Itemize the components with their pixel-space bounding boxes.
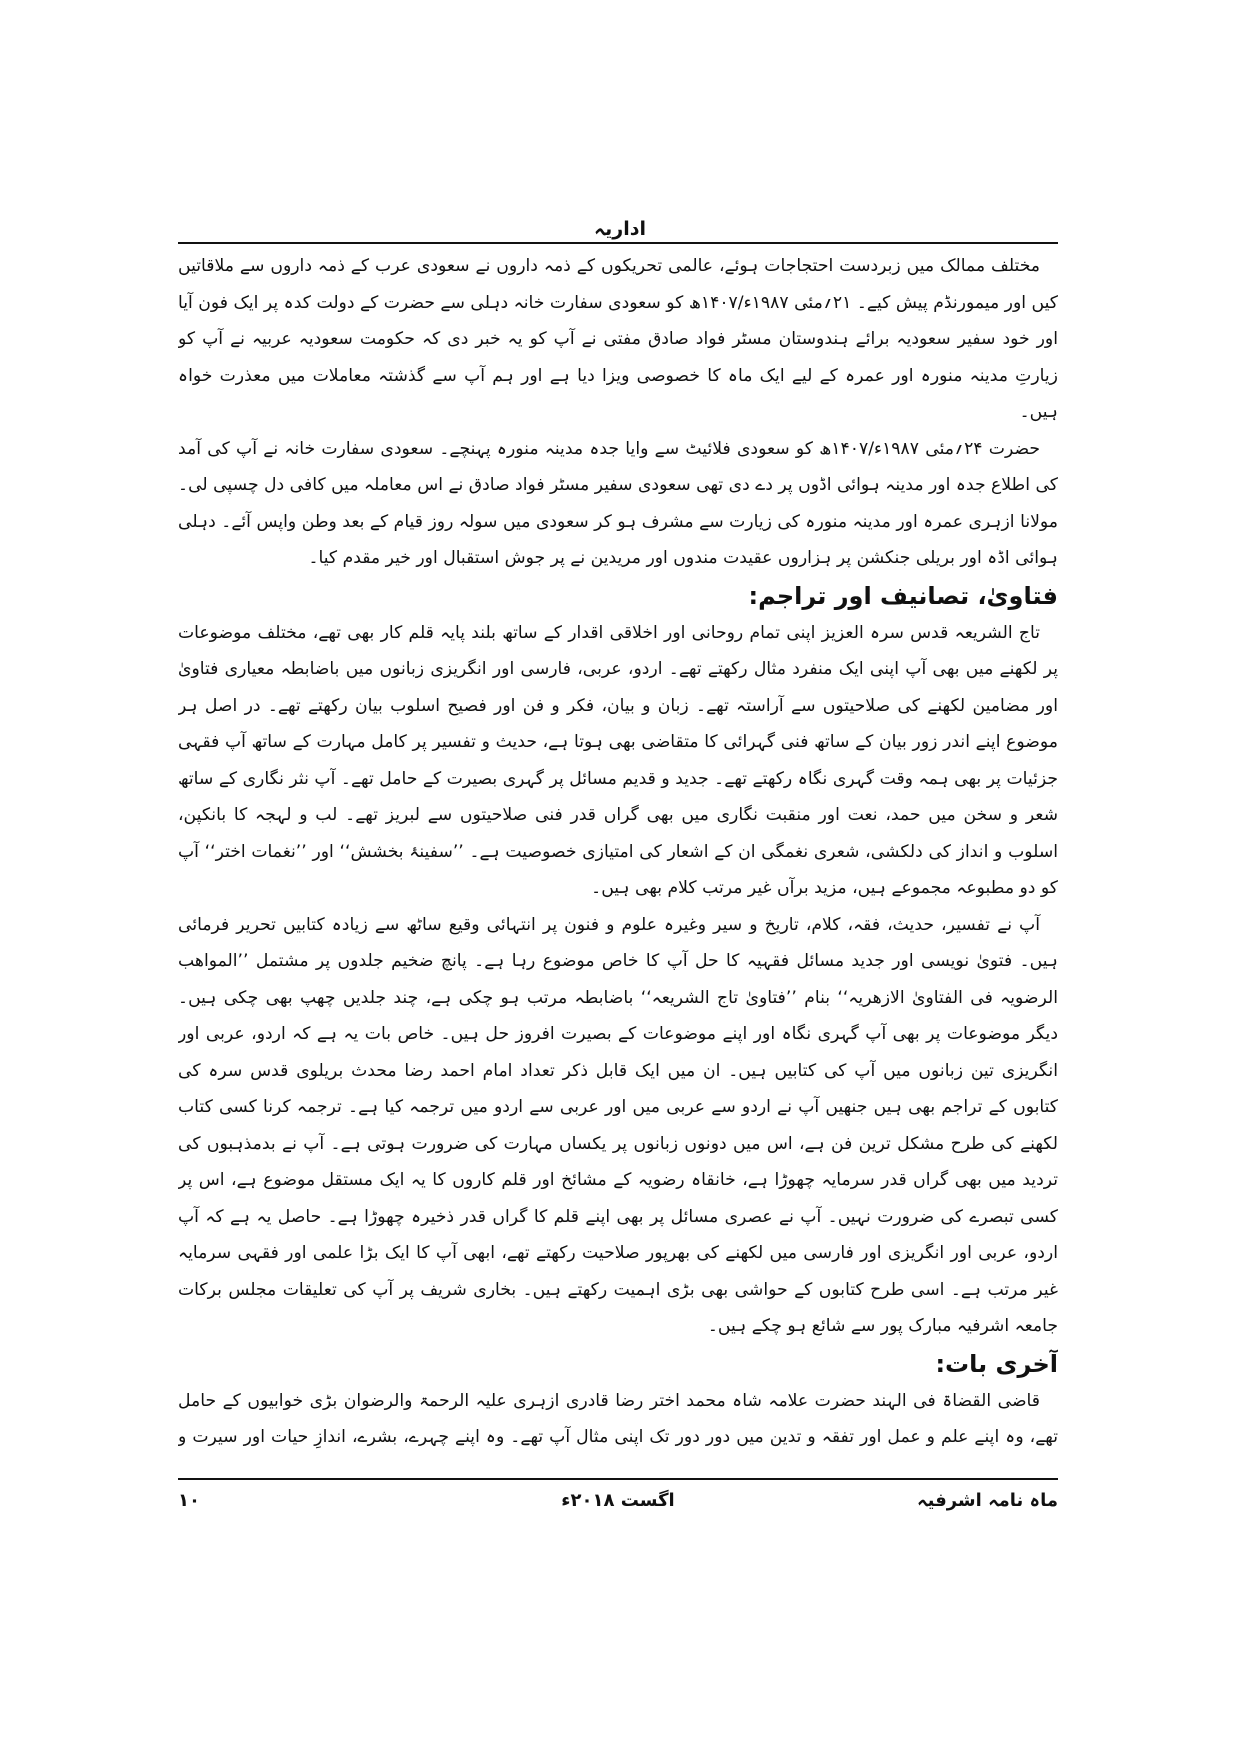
- section-heading: آخری بات:: [935, 1349, 1058, 1378]
- page-footer: [178, 1490, 1058, 1524]
- section-heading: فتاویٰ، تصانیف اور تراجم:: [748, 581, 1058, 610]
- paragraph: آپ نے تفسیر، حدیث، فقہ، کلام، تاریخ و سیر وغیرہ علوم و فنون پر انتہائی وقیع ساٹھ سے زیادہ کتابیں تحریر فرمائی ہیں۔ فتویٰ نویسی اور جدید مسائل فقہیہ کا حل آپ کا خاص موضوع رہا ہے۔ پانچ ضخیم جلدوں پر مشتمل ’’المواھب الرضویہ فی الفتاویٰ الازھریہ‘‘ بنام ’’فتاویٰ تاج الشریعہ‘‘ باضابطہ مرتب ہو چکی ہے، چند جلدیں چھپ بھی چکی ہیں۔ دیگر موضوعات پر بھی آپ گہری نگاہ اور اپنے موضوعات کے بصیرت افروز حل ہیں۔ خاص بات یہ ہے کہ اردو، عربی اور انگریزی تین زبانوں میں آپ کی کتابیں ہیں۔ ان میں ایک قابل ذکر تعداد امام احمد رضا محدث بریلوی قدس سرہ کی کتابوں کے تراجم بھی ہیں جنھیں آپ نے اردو سے عربی میں اور عربی سے اردو میں ترجمہ کیا ہے۔ ترجمہ کرنا کسی کتاب لکھنے کی طرح مشکل ترین فن ہے، اس میں دونوں زبانوں پر یکساں مہارت کی ضرورت ہوتی ہے۔ آپ نے بدمذہبوں کی تردید میں بھی گراں قدر سرمایہ چھوڑا ہے، خانقاہ رضویہ کے مشائخ اور قلم کاروں کا یہ ایک مستقل موضوع ہے، اس پر کسی تبصرے کی ضرورت نہیں۔ آپ نے عصری مسائل پر بھی اپنے قلم کا گراں قدر ذخیرہ چھوڑا ہے۔ حاصل یہ ہے کہ آپ اردو، عربی اور انگریزی اور فارسی میں لکھنے کی بھرپور صلاحیت رکھتے تھے، ابھی آپ کا ایک بڑا علمی اور فقہی سرمایہ غیر مرتب ہے۔ اسی طرح کتابوں کے حواشی بھی بڑی اہمیت رکھتے ہیں۔ بخاری شریف پر آپ کی تعلیقات مجلس برکات جامعہ اشرفیہ مبارک پور سے شائع ہو چکے ہیں۔: [178, 914, 1058, 1336]
- paragraph: مختلف ممالک میں زبردست احتجاجات ہوئے، عالمی تحریکوں کے ذمہ داروں نے سعودی عرب کے ذمہ داروں سے ملاقاتیں کیں اور میمورنڈم پیش کیے۔ ۲۱؍مئی ۱۹۸۷ء/۱۴۰۷ھ کو سعودی سفارت خانہ دہلی سے حضرت کے دولت کدہ پر ایک فون آیا اور خود سفیر سعودیہ برائے ہندوستان مسٹر فواد صادق مفتی نے آپ کو یہ خبر دی کہ حکومت سعودیہ عربیہ نے آپ کو زیارتِ مدینہ منورہ اور عمرہ کے لیے ایک ماہ کا خصوصی ویزا دیا ہے اور ہم آپ سے گذشتہ معاملات میں معذرت خواہ ہیں۔: [178, 256, 1058, 422]
- article-body: [178, 248, 1058, 1456]
- publication-name: ماہ نامہ اشرفیہ: [917, 1490, 1058, 1511]
- page-header-title: اداریہ: [594, 218, 646, 240]
- issue-date: اگست ۲۰۱۸ء: [561, 1490, 675, 1511]
- paragraph: حضرت ۲۴؍مئی ۱۹۸۷ء/۱۴۰۷ھ کو سعودی فلائیٹ سے وایا جدہ مدینہ منورہ پہنچے۔ سعودی سفارت خانہ نے آپ کی آمد کی اطلاع جدہ اور مدینہ ہوائی اڈوں پر دے دی تھی سعودی سفیر مسٹر فواد صادق نے اس معاملہ میں کافی دل چسپی لی۔ مولانا ازہری عمرہ اور مدینہ منورہ کی زیارت سے مشرف ہو کر سعودی میں سولہ روز قیام کے بعد وطن واپس آئے۔ دہلی ہوائی اڈہ اور بریلی جنکشن پر ہزاروں عقیدت مندوں اور مریدین نے پر جوش استقبال اور خیر مقدم کیا۔: [178, 438, 1058, 568]
- header-divider: [178, 242, 1058, 244]
- page-number: ۱۰: [178, 1490, 200, 1511]
- footer-divider: [178, 1478, 1058, 1480]
- paragraph: قاضی القضاۃ فی الہند حضرت علامہ شاہ محمد اختر رضا قادری ازہری علیہ الرحمۃ والرضوان بڑی خوابیوں کے حامل تھے، وہ اپنے علم و عمل اور تفقہ و تدین میں دور دور تک اپنی مثال آپ تھے۔ وہ اپنے چہرے، بشرے، اندازِ حیات اور سیرت و: [178, 1390, 1058, 1447]
- paragraph: تاج الشریعہ قدس سرہ العزیز اپنی تمام روحانی اور اخلاقی اقدار کے ساتھ بلند پایہ قلم کار بھی تھے، مختلف موضوعات پر لکھنے میں بھی آپ اپنی ایک منفرد مثال رکھتے تھے۔ اردو، عربی، فارسی اور انگریزی زبانوں میں باضابطہ معیاری فتاویٰ اور مضامین لکھنے کی صلاحیتوں سے آراستہ تھے۔ زبان و بیان، فکر و فن اور فصیح اسلوب بیان رکھتے تھے۔ در اصل ہر موضوع اپنے اندر زور بیان کے ساتھ فنی گہرائی کا متقاضی بھی ہوتا ہے، حدیث و تفسیر پر کامل مہارت کے ساتھ آپ فقہی جزئیات پر بھی ہمہ وقت گہری نگاہ رکھتے تھے۔ جدید و قدیم مسائل پر گہری بصیرت کے حامل تھے۔ آپ نثر نگاری کے ساتھ شعر و سخن میں حمد، نعت اور منقبت نگاری میں بھی گراں قدر فنی صلاحیتوں سے لبریز تھے۔ لب و لہجہ کا بانکپن، اسلوب و انداز کی دلکشی، شعری نغمگی ان کے اشعار کی امتیازی خصوصیت ہے۔ ’’سفینۂ بخشش‘‘ اور ’’نغمات اختر‘‘ آپ کو دو مطبوعہ مجموعے ہیں، مزید برآں غیر مرتب کلام بھی ہیں۔: [178, 622, 1058, 898]
